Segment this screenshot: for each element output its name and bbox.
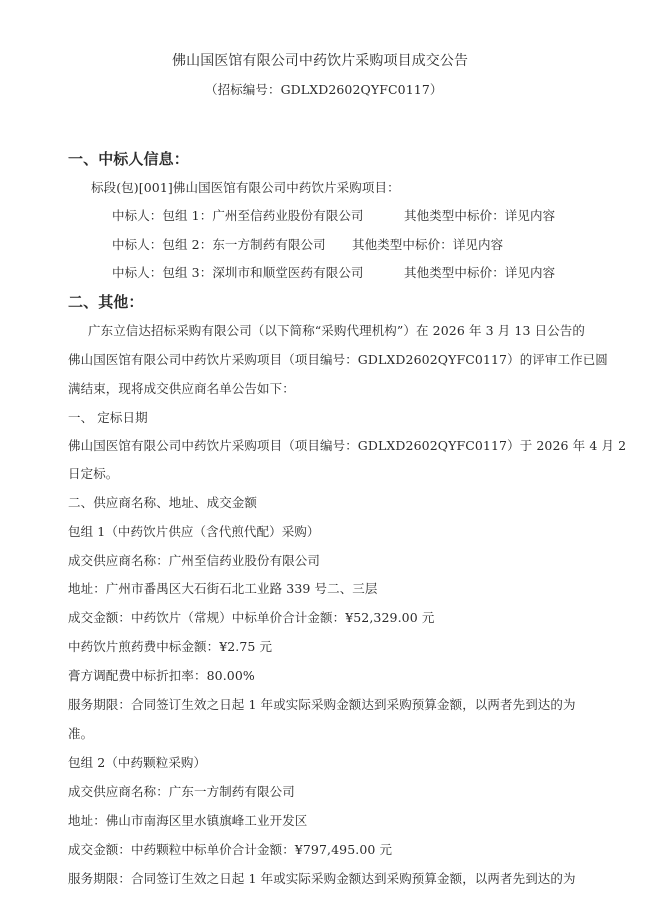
document-title: 佛山国医馆有限公司中药饮片采购项目成交公告 [172,53,469,69]
winner-3-price: 其他类型中标价：详见内容 [404,265,556,280]
pkg2-title: 包组 2（中药颗粒采购） [68,755,207,770]
pkg2-service-line-1: 服务期限：合同签订生效之日起 1 年或实际采购金额达到采购预算金额，以两者先到达的为 [68,871,576,886]
pkg2-supplier: 成交供应商名称：广东一方制药有限公司 [68,784,295,799]
pkg1-service-line-2: 准。 [68,726,94,741]
winner-3: 中标人：包组 3：深圳市和顺堂医药有限公司 [112,265,364,280]
pkg1-discount-rate: 膏方调配费中标折扣率：80.00% [68,668,255,683]
winner-2-price: 其他类型中标价：详见内容 [352,237,504,252]
supplier-heading: 二、供应商名称、地址、成交金额 [68,495,258,510]
date-heading: 一、 定标日期 [68,410,148,425]
winner-1-price: 其他类型中标价：详见内容 [404,208,556,223]
pkg1-title: 包组 1（中药饮片供应（含代煎代配）采购） [68,524,320,539]
bid-section-label: 标段(包)[001]佛山国医馆有限公司中药饮片采购项目： [91,180,400,195]
date-line-1: 佛山国医馆有限公司中药饮片采购项目（项目编号：GDLXD2602QYFC0117）于 2026 年 4 月 2 [68,438,627,453]
pkg2-amount: 成交金额：中药颗粒中标单价合计金额：¥797,495.00 元 [68,842,393,857]
intro-line-1: 广东立信达招标采购有限公司（以下简称“采购代理机构”）在 2026 年 3 月 13 日公告的 [88,323,585,338]
date-line-2: 日定标。 [68,466,119,481]
pkg1-address: 地址：广州市番禺区大石街石北工业路 339 号二、三层 [68,581,378,596]
pkg1-decoction-fee: 中药饮片煎药费中标金额：¥2.75 元 [68,639,273,654]
section-heading-other: 二、其他： [68,293,144,311]
intro-line-3: 满结束，现将成交供应商名单公告如下： [68,381,295,396]
tender-number: （招标编号：GDLXD2602QYFC0117） [205,82,443,97]
pkg2-address: 地址：佛山市南海区里水镇旗峰工业开发区 [68,813,308,828]
section-heading-winners: 一、中标人信息： [68,150,189,168]
pkg1-service-line-1: 服务期限：合同签订生效之日起 1 年或实际采购金额达到采购预算金额，以两者先到达的为 [68,697,576,712]
pkg1-amount: 成交金额：中药饮片（常规）中标单价合计金额：¥52,329.00 元 [68,610,435,625]
intro-line-2: 佛山国医馆有限公司中药饮片采购项目（项目编号：GDLXD2602QYFC0117）的评审工作已圆 [68,352,608,367]
winner-2: 中标人：包组 2：东一方制药有限公司 [112,237,326,252]
winner-1: 中标人：包组 1：广州至信药业股份有限公司 [112,208,364,223]
pkg1-supplier: 成交供应商名称：广州至信药业股份有限公司 [68,553,321,568]
